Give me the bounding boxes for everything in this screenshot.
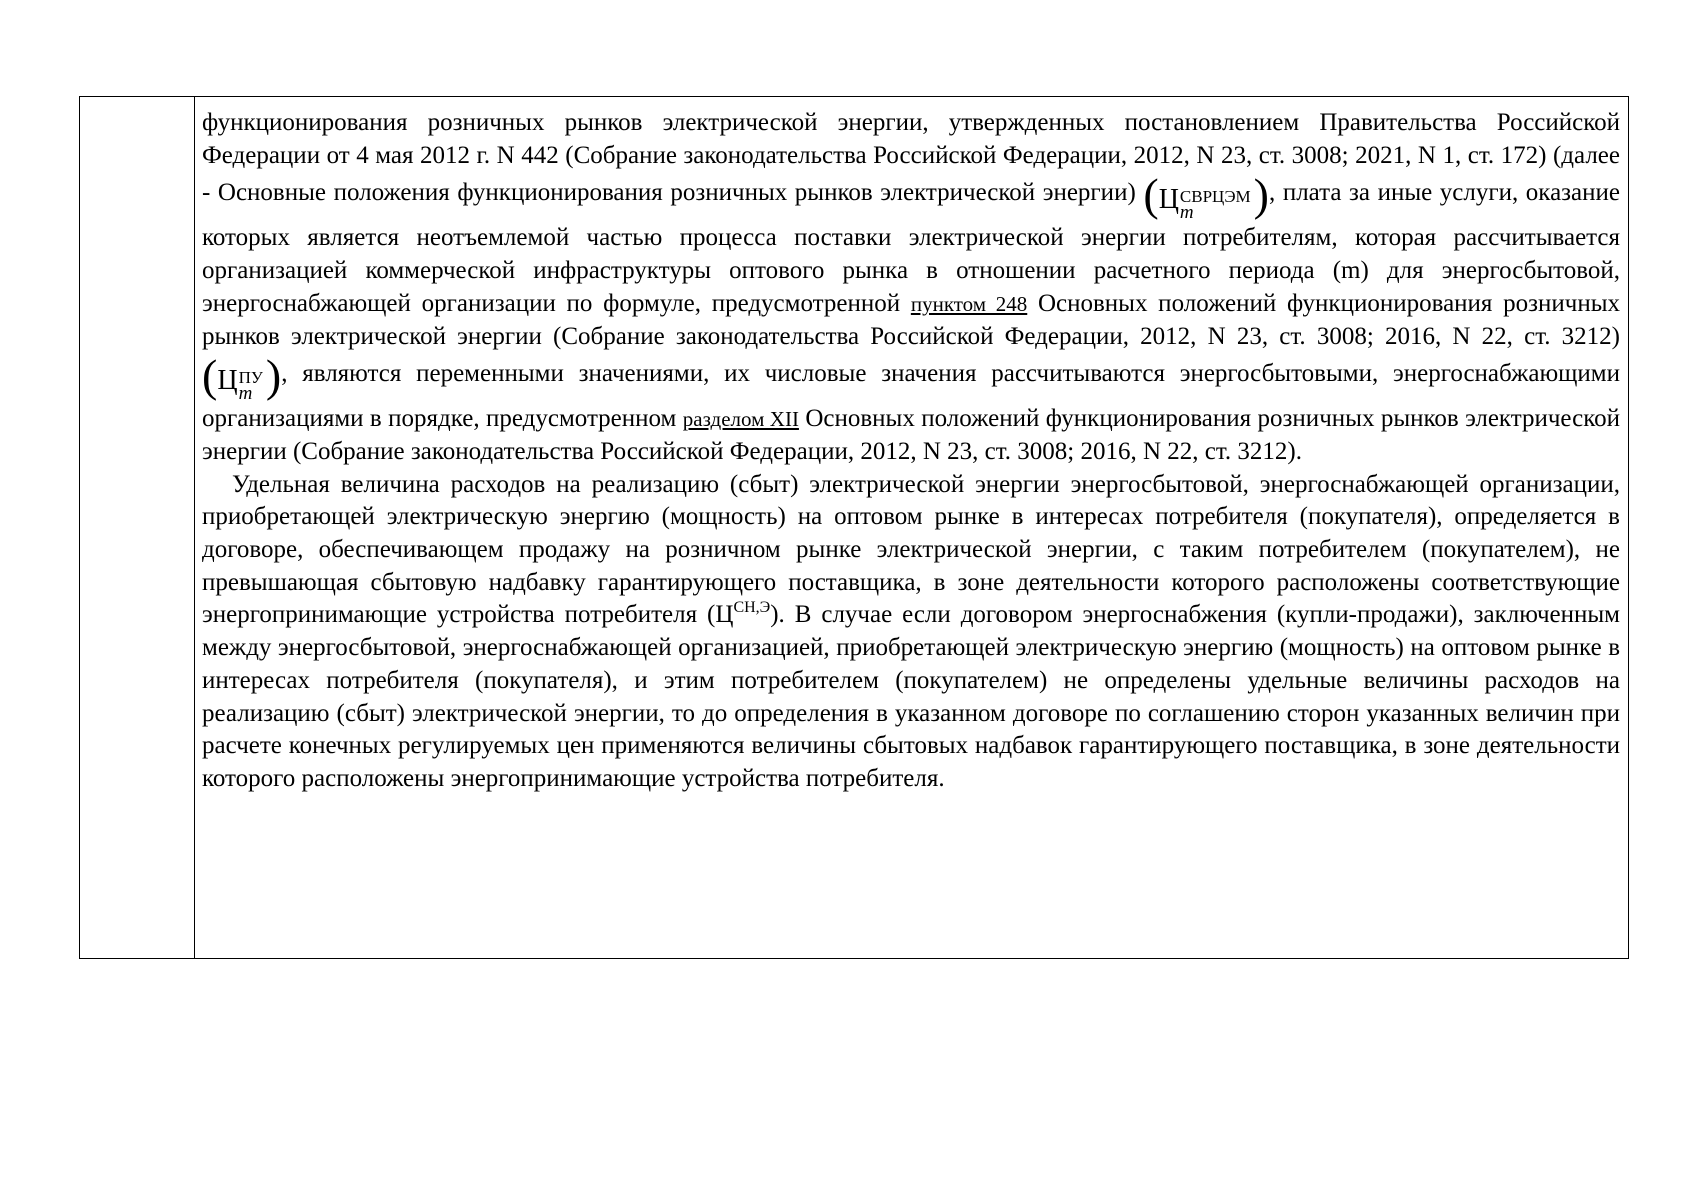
paragraph-sales-markup bbox=[202, 469, 1620, 796]
formula-superscript: СВРЦЭМ bbox=[1179, 187, 1251, 207]
link-punkt-248[interactable]: пунктом 248 bbox=[910, 291, 1028, 316]
regulation-table bbox=[79, 96, 1629, 959]
formula-base: Ц bbox=[217, 365, 238, 397]
formula-superscript: ПУ bbox=[238, 368, 263, 388]
text-fragment: , являются переменными значениями, их числовые значения рассчитываются энергосбытовыми, энергоснабжающими организациями в порядке, предусмотренном bbox=[202, 360, 1620, 433]
text-fragment: Основных положений функционирования розничных рынков электрической энергии (Собрание законодательства Российской Федерации, 2012, N 23, ст. 3008; 2016, N 22, ст. 3212) bbox=[202, 289, 1621, 350]
formula-pu: (Ц ПУ m ) bbox=[202, 350, 282, 405]
formula-svrcem: (Ц СВРЦЭМ m ) bbox=[1143, 169, 1269, 224]
text-fragment: , плата за иные услуги, оказание которых является неотъемлемой частью процесса поставки электрической энергии потребителям, которая рассчитывается организацией коммерческой инфраструктуры оптового рынка в отношении расчетного периода (m) для энергосбытовой, энергоснабжающей организации по формуле, предусмотренной bbox=[202, 179, 1621, 317]
formula-subscript: m bbox=[238, 383, 253, 405]
link-razdel-xii[interactable]: разделом XII bbox=[682, 407, 799, 432]
paragraph-definitions bbox=[202, 107, 1620, 469]
text-fragment: ). В случае если договором энергоснабжения (купли-продажи), заключенным между энергосбытовой, энергоснабжающей организацией, приобретающей электрическую энергию (мощность) на оптовом рынке в интересах потребителя (покупателя), и этим потребителем (покупателем) не определены удельные величины расходов на реализацию (сбыт) электрической энергии, то до определения в указанном договоре по соглашению сторон указанных величин при расчете конечных регулируемых цен применяются величины сбытовых надбавок гарантирующего поставщика, в зоне деятельности которого расположены энергопринимающие устройства потребителя. bbox=[202, 601, 1620, 792]
text-fragment: Удельная величина расходов на реализацию (сбыт) электрической энергии энергосбытовой, энергоснабжающей организации, приобретающей электрическую энергию (мощность) на оптовом рынке в интересах потребителя (покупателя), определяется в договоре, обеспечивающем продажу на розничном рынке электрической энергии, с таким потребителем (покупателем), не превышающая сбытовую надбавку гарантирующего поставщика, в зоне деятельности которого расположены соответствующие энергопринимающие устройства потребителя (Ц bbox=[202, 470, 1620, 629]
table-number-cell bbox=[80, 97, 195, 958]
text-fragment: Основных положений функционирования розничных рынков электрической энергии (Собрание законодательства Российской Федерации, 2012, N 23, ст. 3008; 2016, N 22, ст. 3212). bbox=[202, 405, 1621, 465]
formula-base: Ц bbox=[1158, 184, 1179, 216]
text-fragment: функционирования розничных рынков электрической энергии, утвержденных постановлением Правительства Российской Федерации от 4 мая 2012 г. N 442 (Собрание законодательства Российской Федерации, 2012, N 23, ст. 3008; 2021, N 1, ст. 172) (далее - Основные положения функционирования розничных рынков электрической энергии) bbox=[202, 109, 1620, 207]
formula-subscript: m bbox=[1179, 202, 1194, 224]
table-text-cell bbox=[195, 97, 1628, 958]
superscript-sn-e: СН,Э bbox=[733, 599, 771, 617]
